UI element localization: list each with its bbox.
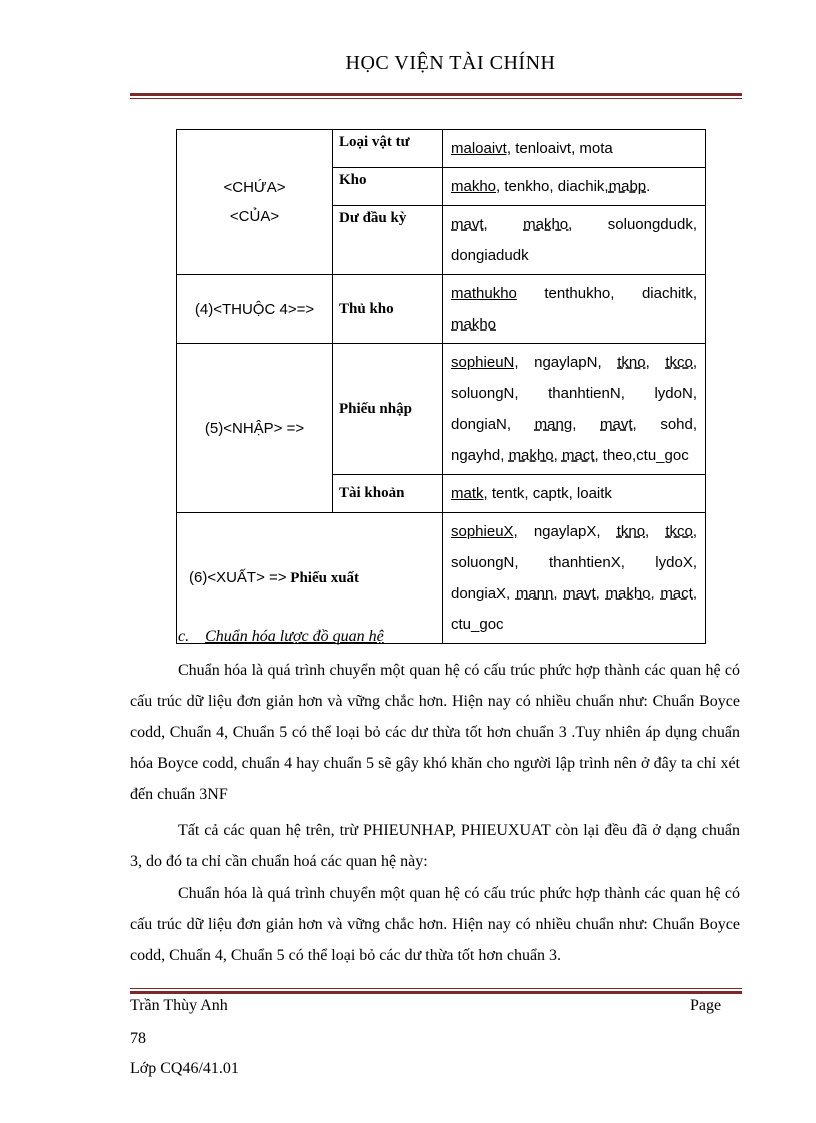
entity-kho: Kho — [333, 168, 443, 206]
footer-author: Trần Thùy Anh — [130, 997, 228, 1014]
footer-rule — [130, 991, 742, 994]
attrs-thu-kho: mathukho tenthukho, diachitk, makho — [443, 275, 706, 344]
footer-page-label: Page — [690, 997, 722, 1014]
attrs-du-dau-ky: mavt, makho, soluongdudk, dongiadudk — [443, 206, 706, 275]
section-heading: c. Chuẩn hóa lược đồ quan hệ — [178, 628, 384, 645]
paragraph-3: Chuẩn hóa là quá trình chuyển một quan hệ có cấu trúc phức hợp thành các quan hệ có cấu trúc dữ liệu đơn giản hơn và vững chắc hơn. Hiện nay có nhiều chuẩn như: Chuẩn Boyce codd, Chuẩn 4, Chuẩn 5 có thể loại bỏ các dư thừa tốt hơn chuẩn 3. — [130, 885, 740, 964]
entity-du-dau-ky: Dư đầu kỳ — [333, 206, 443, 275]
attrs-kho: makho, tenkho, diachik,mabp. — [443, 168, 706, 206]
header-rule — [130, 93, 742, 96]
cell-nhap: (5)<NHẬP> => — [177, 344, 333, 513]
cell-thuoc-4: (4)<THUỘC 4>=> — [177, 275, 333, 344]
attrs-phieu-xuat: sophieuX, ngaylapX, tkno, tkco, soluongN, thanhtienX, lydoX, dongiaX, mann, mavt, makho, mact, ctu_goc — [443, 513, 706, 644]
attrs-tai-khoan: matk, tentk, captk, loaitk — [443, 475, 706, 513]
entity-thu-kho: Thủ kho — [333, 275, 443, 344]
page-header-title: HỌC VIỆN TÀI CHÍNH — [345, 52, 556, 74]
footer-rule-thin — [130, 988, 742, 989]
attrs-phieu-nhap: sophieuN, ngaylapN, tkno, tkco, soluongN, thanhtienN, lydoN, dongiaN, mang, mavt, sohd, ngayhd, makho, mact, theo,ctu_goc — [443, 344, 706, 475]
paragraph-1: Chuẩn hóa là quá trình chuyển một quan hệ có cấu trúc phức hợp thành các quan hệ có cấu trúc dữ liệu đơn giản hơn và vững chắc hơn. Hiện nay có nhiều chuẩn như: Chuẩn Boyce codd, Chuẩn 4, Chuẩn 5 có thể loại bỏ các dư thừa tốt hơn chuẩn 3 .Tuy nhiên áp dụng chuẩn hóa Boyce codd, chuẩn 4 hay chuẩn 5 sẽ gây khó khăn cho người lập trình nên ở đây ta chỉ xét đến chuẩn 3NF — [130, 662, 740, 803]
attrs-loai-vat-tu: maloaivt, tenloaivt, mota — [443, 130, 706, 168]
entity-loai-vat-tu: Loại vật tư — [333, 130, 443, 168]
entity-tai-khoan: Tài khoản — [333, 475, 443, 513]
footer-class: Lớp CQ46/41.01 — [130, 1060, 239, 1077]
paragraph-2: Tất cả các quan hệ trên, trừ PHIEUNHAP, PHIEUXUAT còn lại đều đã ở dạng chuẩn 3, do đó ta chỉ cần chuẩn hoá các quan hệ này: — [130, 822, 740, 870]
entity-phieu-nhap: Phiếu nhập — [333, 344, 443, 475]
relation-table — [176, 129, 706, 644]
cell-xuat: (6)<XUẤT> => Phiếu xuất — [177, 513, 443, 644]
header-rule-thin — [130, 98, 742, 99]
footer-page-number: 78 — [130, 1030, 146, 1047]
cell-chua-cua: <CHỨA> <CỦA> — [177, 130, 333, 275]
